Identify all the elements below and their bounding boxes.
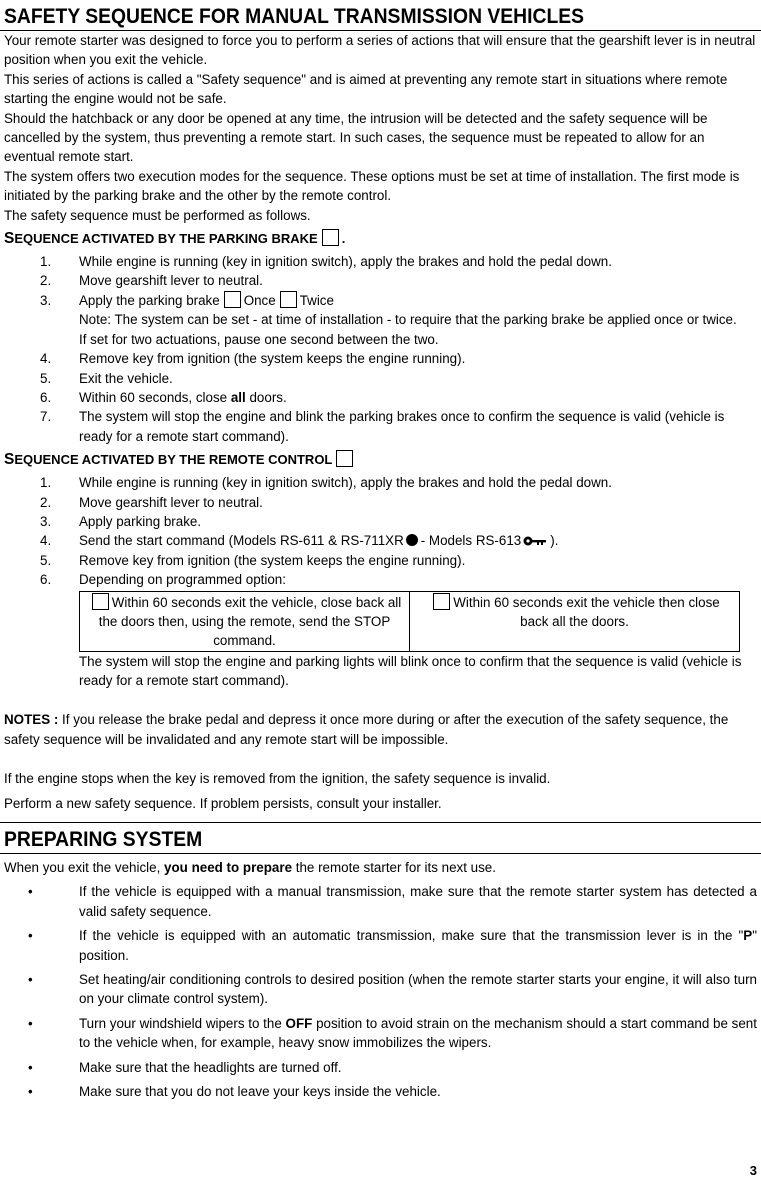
list-item: 2. Move gearshift lever to neutral. bbox=[40, 273, 263, 289]
subheading-parking-brake: SEQUENCE ACTIVATED BY THE PARKING BRAKE . bbox=[4, 230, 346, 248]
notes-line: Perform a new safety sequence. If problem persists, consult your installer. bbox=[4, 795, 442, 811]
list-item: 6. Depending on programmed option: bbox=[40, 572, 286, 588]
paragraph: This series of actions is called a "Safety sequence" and is aimed at preventing any remote start in situations where remote starting the engine would not be safe. bbox=[4, 71, 728, 107]
list-item: 3. Apply parking brake. bbox=[40, 513, 202, 529]
paragraph: The system offers two execution modes for the sequence. These options must be set at time of installation. The first mode is initiated by the parking brake and the other by the remote control. bbox=[4, 168, 740, 204]
parking-steps-list bbox=[4, 252, 757, 446]
list-item: 1. While engine is running (key in ignition switch), apply the brakes and hold the pedal down. bbox=[40, 475, 612, 491]
page-number: 3 bbox=[749, 1162, 757, 1178]
list-item: 1. While engine is running (key in ignition switch), apply the brakes and hold the pedal down. bbox=[40, 254, 612, 270]
list-item: 4. Remove key from ignition (the system keeps the engine running). bbox=[40, 351, 466, 367]
preparing-bullet-list bbox=[4, 882, 757, 1101]
list-item: 6. Within 60 seconds, close all doors. bbox=[40, 389, 287, 405]
list-item: 3. Apply the parking brake Once Twice Note: The system can be set - at time of installation - to require that the parking brake be applied once or twice. If set for two actuations, pause one second between the two. bbox=[40, 292, 737, 347]
key-icon bbox=[523, 535, 547, 547]
paragraph: The safety sequence must be performed as follows. bbox=[4, 207, 311, 223]
paragraph: Your remote starter was designed to force you to perform a series of actions that will ensure that the gearshift lever is in neutral position when you exit the vehicle. bbox=[4, 33, 756, 68]
round-button-icon bbox=[406, 534, 418, 546]
list-item: • Turn your windshield wipers to the OFF position to avoid strain on the mechanism should a start command be sent to the vehicle when, for example, heavy snow immobilizes the wipers. bbox=[28, 1015, 757, 1051]
checkbox-option-close-doors[interactable] bbox=[433, 593, 450, 610]
intro-paragraphs bbox=[4, 31, 757, 225]
checkbox-remote-control[interactable] bbox=[336, 450, 353, 467]
notes-paragraph: NOTES : If you release the brake pedal and depress it once more during or after the execution of the safety sequence, the safety sequence will be invalidated and any remote start will be impossible. bbox=[4, 712, 729, 747]
list-item: 5. Remove key from ignition (the system keeps the engine running). bbox=[40, 552, 466, 568]
list-item: • Make sure that the headlights are turned off. bbox=[28, 1059, 342, 1075]
list-item: 2. Move gearshift lever to neutral. bbox=[40, 494, 263, 510]
programmed-options-table bbox=[79, 591, 740, 652]
option-left: Within 60 seconds exit the vehicle, close back all the doors then, using the remote, send the STOP command. bbox=[80, 591, 410, 651]
list-item: • If the vehicle is equipped with a manual transmission, make sure that the remote starter system has detected a valid safety sequence. bbox=[28, 884, 757, 919]
section-title-safety-sequence: SAFETY SEQUENCE FOR MANUAL TRANSMISSION VEHICLES bbox=[4, 5, 585, 28]
list-item: • Make sure that you do not leave your keys inside the vehicle. bbox=[28, 1084, 441, 1100]
preparing-intro: When you exit the vehicle, you need to prepare the remote starter for its next use. bbox=[4, 860, 496, 875]
section-title-preparing-system: PREPARING SYSTEM bbox=[4, 828, 203, 851]
paragraph: Should the hatchback or any door be opened at any time, the intrusion will be detected and the safety sequence will be cancelled by the system, thus preventing a remote start. In such cases, the sequence must be repeated to allow for an eventual remote start. bbox=[4, 110, 708, 165]
notes-line: If the engine stops when the key is removed from the ignition, the safety sequence is invalid. bbox=[4, 771, 551, 787]
note-text: Note: The system can be set - at time of installation - to require that the parking brake be applied once or twice. bbox=[79, 312, 737, 328]
checkbox-parking-brake[interactable] bbox=[322, 229, 339, 246]
checkbox-twice[interactable] bbox=[280, 291, 297, 308]
option-right: Within 60 seconds exit the vehicle then close back all the doors. bbox=[410, 591, 740, 651]
confirmation-text: The system will stop the engine and parking lights will blink once to confirm that the sequence is valid (vehicle is ready for a remote start command). bbox=[79, 653, 742, 688]
checkbox-option-stop-command[interactable] bbox=[92, 593, 109, 610]
list-item: 4. Send the start command (Models RS-611 & RS-711XR - Models RS-613 ). bbox=[40, 533, 559, 549]
checkbox-once[interactable] bbox=[224, 291, 241, 308]
list-item: • If the vehicle is equipped with an automatic transmission, make sure that the transmission lever is in the "P" position. bbox=[28, 928, 757, 963]
remote-steps-list bbox=[4, 473, 757, 589]
note-text: If set for two actuations, pause one second between the two. bbox=[79, 331, 439, 347]
list-item: 7. The system will stop the engine and blink the parking brakes once to confirm the sequence is valid (vehicle is ready for a remote start command). bbox=[40, 409, 725, 444]
list-item: • Set heating/air conditioning controls to desired position (when the remote starter starts your engine, it will also turn on your climate control system). bbox=[28, 972, 757, 1007]
subheading-remote-control: SEQUENCE ACTIVATED BY THE REMOTE CONTROL bbox=[4, 450, 757, 470]
list-item: 5. Exit the vehicle. bbox=[40, 370, 173, 386]
title-rule bbox=[0, 853, 761, 854]
